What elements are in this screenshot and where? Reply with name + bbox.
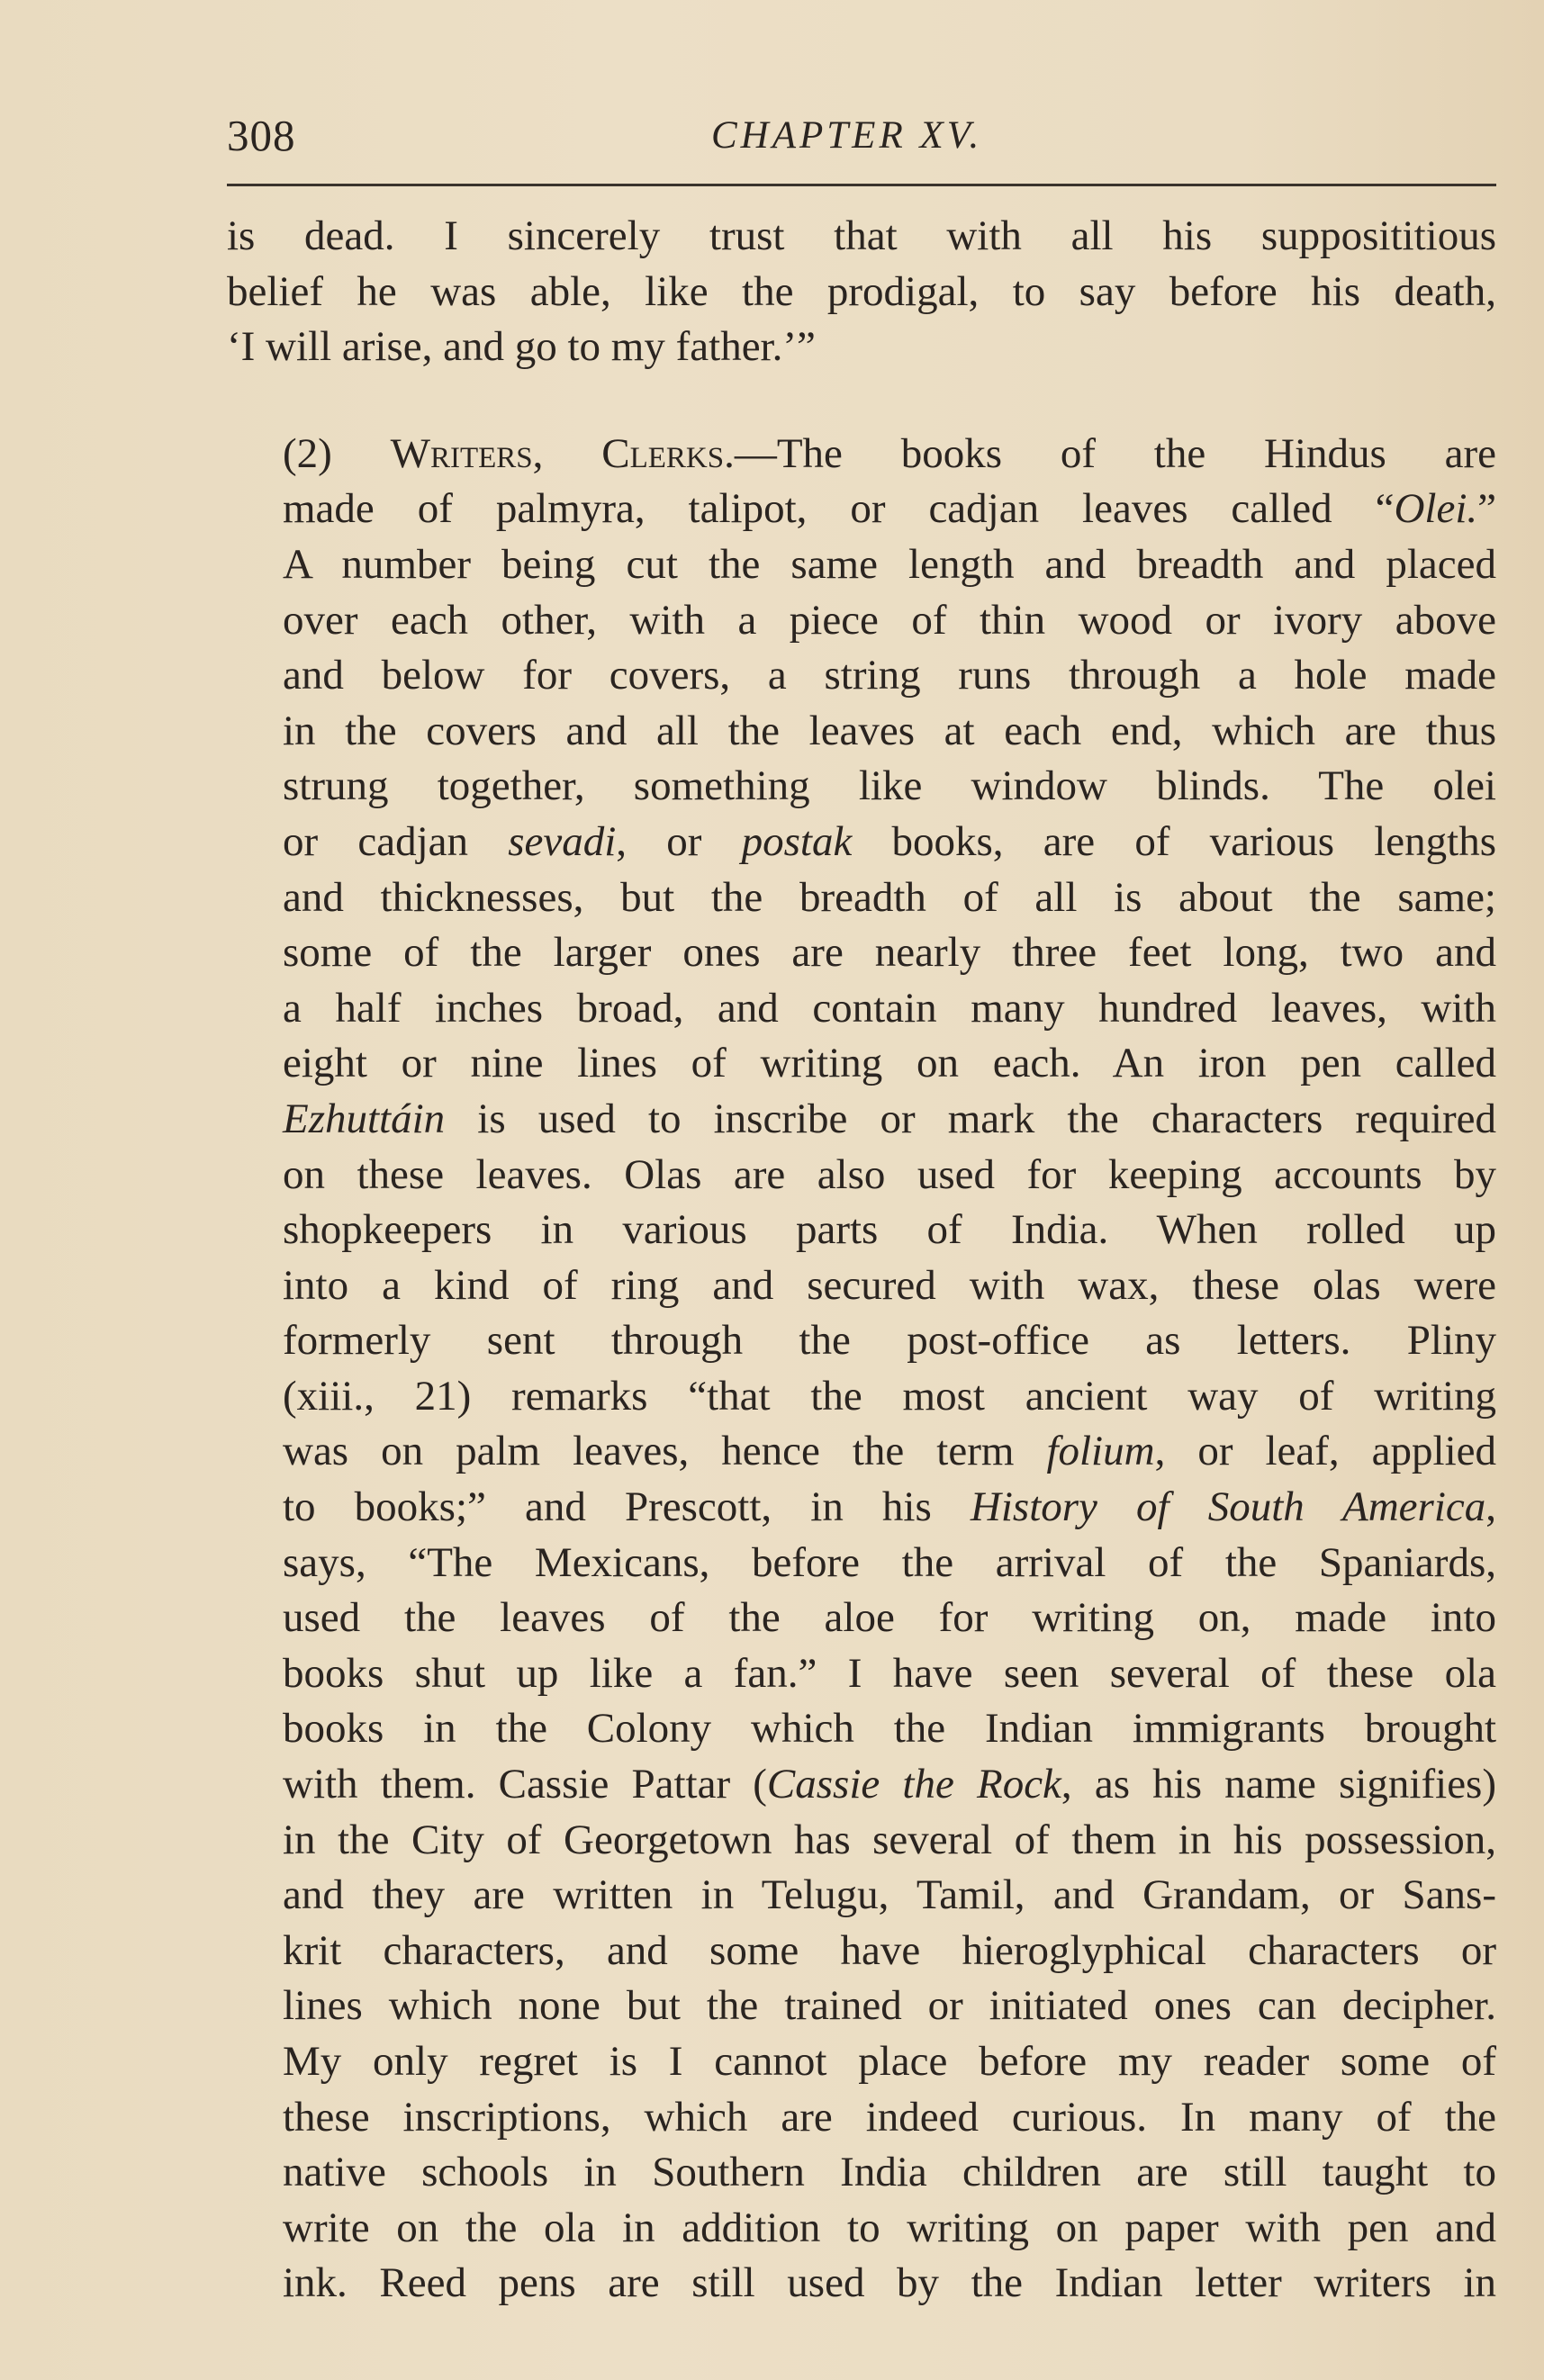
text-line: in the City of Georgetown has several of them in his possession, [283,1816,1496,1863]
text-line: write on the ola in addition to writing on paper with pen and [283,2204,1496,2251]
text-line: in the covers and all the leaves at each end, which are thus [283,707,1496,754]
text-line: over each other, with a piece of thin wood or ivory above [283,596,1496,644]
text-line: on these leaves. Olas are also used for keeping accounts by [283,1150,1496,1198]
section-heading: Writers, Clerks. [390,429,735,477]
text-line: My only regret is I cannot place before my reader some of [283,2038,1496,2085]
text-line: A number being cut the same length and breadth and placed [283,540,1496,588]
text-line: formerly sent through the post-office as letters. Pliny [283,1317,1496,1365]
text-line: ink. Reed pens are still used by the Indian letter writers in [283,2259,1496,2307]
text-line: was on palm leaves, hence the term folium, or leaf, applied [283,1428,1497,1475]
text-line: krit characters, and some have hieroglyphical characters or [283,1926,1496,1974]
text-line-lead [227,427,1496,482]
text-line: to books;” and Prescott, in his History of South America, [283,1483,1496,1531]
body-text [227,209,1496,2312]
text-line: shopkeepers in various parts of India. When rolled up [283,1206,1496,1254]
text-line-rest: —The books of the Hindus are [734,429,1496,477]
text-line: lines which none but the trained or initiated ones can decipher. [283,1982,1496,2030]
text-line: (xiii., 21) remarks “that the most ancient way of writing [283,1372,1496,1420]
text-line: is dead. I sincerely trust that with all his supposititious [227,212,1496,259]
text-line: and thicknesses, but the breadth of all is about the same; [283,873,1496,921]
text-line: and below for covers, a string runs through a hole made [283,652,1496,699]
text-line: books shut up like a fan.” I have seen several of these ola [283,1649,1496,1697]
text-line: strung together, something like window blinds. The olei [283,762,1496,810]
text-line: belief he was able, like the prodigal, to say before his death, [227,267,1496,315]
text-line: native schools in Southern India children are still taught to [283,2149,1496,2196]
text-line: these inscriptions, which are indeed curious. In many of the [283,2093,1496,2141]
text-line: books in the Colony which the Indian immigrants brought [283,1705,1496,1753]
text-line: used the leaves of the aloe for writing on, made into [283,1594,1496,1642]
chapter-title: CHAPTER XV. [711,114,983,157]
paragraph-1 [227,209,1496,375]
text-line: ‘I will arise, and go to my father.’” [227,323,816,371]
section-number: (2) [283,429,391,477]
text-line: made of palmyra, talipot, or cadjan leaves called “Olei.” [283,485,1496,533]
paragraph-2 [227,427,1496,2312]
text-line: says, “The Mexicans, before the arrival of the Spaniards, [283,1538,1496,1586]
text-line: and they are written in Telugu, Tamil, and Grandam, or Sans- [283,1871,1496,1919]
text-line: with them. Cassie Pattar (Cassie the Rock, as his name signifies) [283,1761,1496,1808]
text-line: into a kind of ring and secured with wax, these olas were [283,1261,1496,1309]
text-line: eight or nine lines of writing on each. An iron pen called [283,1040,1496,1087]
header-rule [227,184,1496,186]
text-line: a half inches broad, and contain many hundred leaves, with [283,984,1496,1032]
text-line: Ezhuttáin is used to inscribe or mark the characters required [283,1095,1496,1142]
text-line: or cadjan sevadi, or postak books, are of various lengths [283,817,1497,865]
running-head [227,110,1496,173]
page-number: 308 [227,111,296,160]
text-line: some of the larger ones are nearly three feet long, two and [283,929,1496,977]
